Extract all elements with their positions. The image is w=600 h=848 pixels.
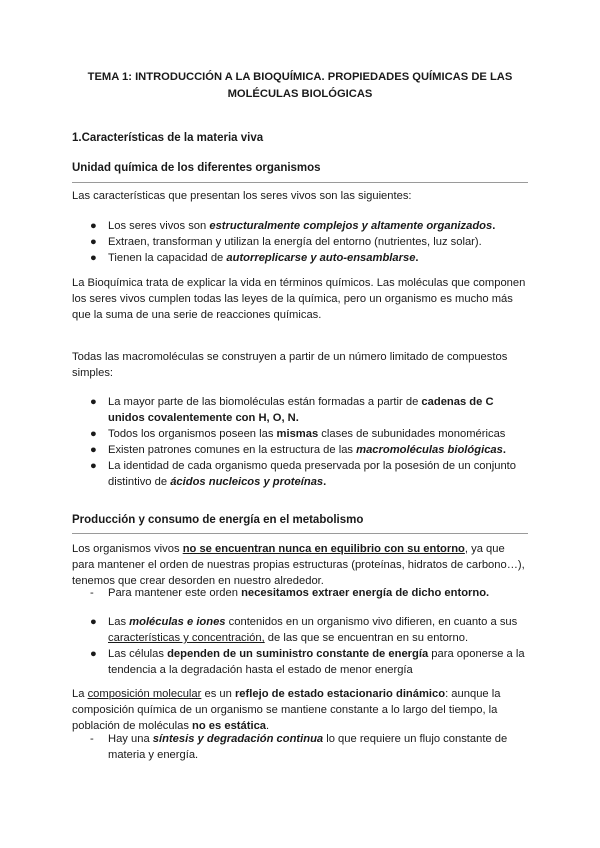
subsection-heading-2: Producción y consumo de energía en el metabolismo <box>72 514 364 526</box>
emphasis: autorreplicarse y auto-ensamblarse <box>226 252 416 264</box>
text: . <box>492 220 496 232</box>
dash-list-2 <box>72 731 530 763</box>
emphasis: macromoléculas biológicas <box>356 444 503 456</box>
text: Para mantener este orden <box>108 587 242 599</box>
biochemistry-paragraph: La Bioquímica trata de explicar la vida en términos químicos. Las moléculas que componen los seres vivos cumplen todas las leyes de la química, pero un organismo es mucho más que la suma de una serie de reacciones químicas. <box>72 277 526 321</box>
list-item <box>72 646 530 678</box>
emphasis: no se encuentran nunca en equilibrio con su entorno <box>182 543 465 555</box>
text: . <box>266 720 270 732</box>
list-item <box>72 731 530 763</box>
emphasis: moléculas e iones <box>129 616 226 628</box>
list-item <box>72 234 530 250</box>
title-line-2: MOLÉCULAS BIOLÓGICAS <box>227 88 373 100</box>
emphasis: cadenas de C unidos covalentemente con H, O, N. <box>108 396 494 424</box>
underlined-text: características y concentración, <box>108 632 265 644</box>
text: : aunque la composición química de un organismo se mantiene constante a lo largo del tiempo, la población de moléculas <box>72 688 501 732</box>
text: Los organismos vivos <box>72 543 183 555</box>
emphasis: mismas <box>276 428 319 440</box>
subsection-heading-1: Unidad química de los diferentes organismos <box>72 162 321 174</box>
bullet-icon: ● <box>90 616 97 628</box>
emphasis: ácidos nucleicos y proteínas <box>170 476 324 488</box>
text: La mayor parte de las biomoléculas están formadas a partir de <box>108 396 422 408</box>
text: clases de subunidades monoméricas <box>318 428 506 440</box>
list-item <box>72 426 530 442</box>
text: . <box>323 476 327 488</box>
characteristics-list <box>72 218 530 266</box>
emphasis: síntesis y degradación continua <box>152 733 324 745</box>
emphasis: estructuralmente complejos y altamente organizados <box>209 220 493 232</box>
section-heading: 1.Características de la materia viva <box>72 132 264 144</box>
energy-paragraph <box>72 541 530 589</box>
emphasis: dependen de un suministro constante de energía <box>167 648 429 660</box>
list-item <box>72 218 530 234</box>
bullet-icon: ● <box>90 252 97 264</box>
intro-paragraph: Las características que presentan los seres vivos son las siguientes: <box>72 190 412 202</box>
text: . <box>502 444 506 456</box>
bullet-icon: ● <box>90 236 97 248</box>
underlined-text: composición molecular <box>87 688 202 700</box>
bullet-icon: ● <box>90 460 97 472</box>
text: es un <box>201 688 235 700</box>
bullet-icon: ● <box>90 648 97 660</box>
list-item <box>72 442 530 458</box>
list-item <box>72 585 530 601</box>
text: Las células <box>108 648 168 660</box>
heading-rule-1 <box>72 182 528 183</box>
text: La identidad de cada organismo queda preservada por la posesión de un conjunto distintivo de <box>108 460 517 488</box>
text: de las que se encuentran en su entorno. <box>264 632 469 644</box>
title-line-1: TEMA 1: INTRODUCCIÓN A LA BIOQUÍMICA. PROPIEDADES QUÍMICAS DE LAS <box>87 71 513 83</box>
dash-list-1 <box>72 585 530 601</box>
list-item <box>72 394 530 426</box>
dash-marker: - <box>90 733 94 745</box>
list-item <box>72 458 530 490</box>
bullet-icon: ● <box>90 444 97 456</box>
text: , ya que para mantener el orden de nuestras propias estructuras (proteínas, hidratos de carbono…), tenemos que crear desorden en nuestro alrededor. <box>72 543 525 587</box>
text: Las <box>108 616 130 628</box>
macromolecules-list <box>72 394 530 490</box>
text: Tienen la capacidad de <box>108 252 227 264</box>
bullet-icon: ● <box>90 428 97 440</box>
text: contenidos en un organismo vivo difieren, en cuanto a sus <box>225 616 518 628</box>
dash-marker: - <box>90 587 94 599</box>
energy-list <box>72 614 530 678</box>
text: para oponerse a la tendencia a la degradación hasta el estado de menor energía <box>108 648 525 676</box>
bullet-icon: ● <box>90 220 97 232</box>
heading-rule-2 <box>72 533 528 534</box>
list-item <box>72 250 530 266</box>
emphasis: no es estática <box>192 720 267 732</box>
text: Todos los organismos poseen las <box>108 428 277 440</box>
document-title <box>74 69 526 103</box>
text: Los seres vivos son <box>108 220 210 232</box>
emphasis: necesitamos extraer energía de dicho entorno. <box>241 587 490 599</box>
list-item <box>72 614 530 646</box>
text: Existen patrones comunes en la estructura de las <box>108 444 357 456</box>
macromolecules-paragraph: Todas las macromoléculas se construyen a partir de un número limitado de compuestos simples: <box>72 351 508 379</box>
text: lo que requiere un flujo constante de materia y energía. <box>108 733 508 761</box>
text: Extraen, transforman y utilizan la energía del entorno (nutrientes, luz solar). <box>108 236 482 248</box>
text: Hay una <box>108 733 153 745</box>
text: . <box>415 252 419 264</box>
emphasis: reflejo de estado estacionario dinámico <box>234 688 446 700</box>
composition-paragraph <box>72 686 530 734</box>
text: La <box>72 688 88 700</box>
bullet-icon: ● <box>90 396 97 408</box>
